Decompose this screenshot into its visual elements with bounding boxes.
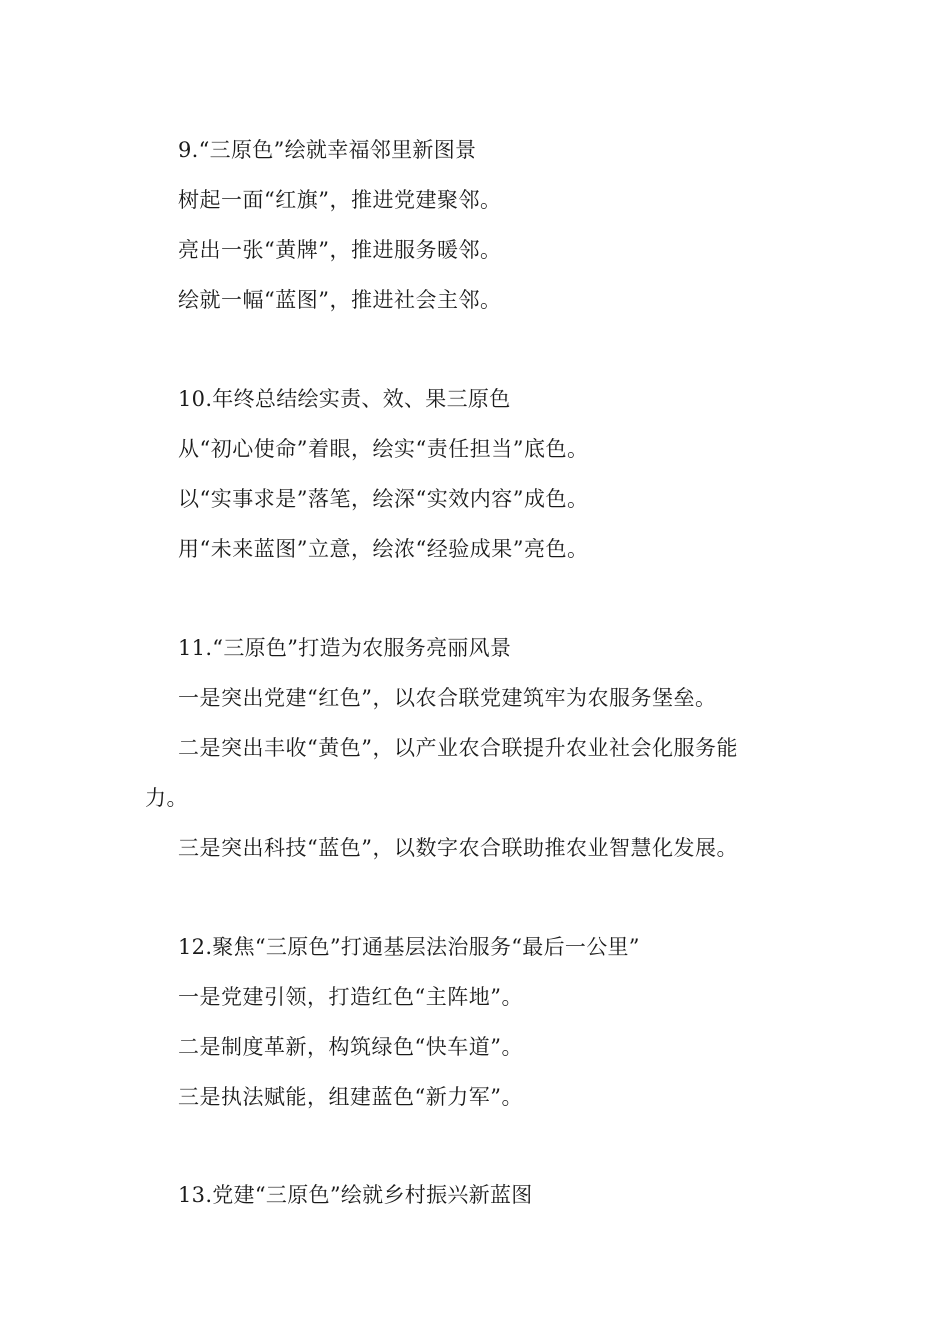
section-line: 一是党建引领，打造红色“主阵地”。 (178, 985, 523, 1009)
section-heading: 12.聚焦“三原色”打通基层法治服务“最后一公里” (178, 935, 640, 959)
section-line: 用“未来蓝图”立意，绘浓“经验成果”亮色。 (178, 537, 589, 561)
section-line: 亮出一张“黄牌”，推进服务暖邻。 (178, 238, 502, 262)
section-line: 二是突出丰收“黄色”，以产业农合联提升农业社会化服务能 (178, 736, 738, 760)
section-line: 三是执法赋能，组建蓝色“新力军”。 (178, 1085, 523, 1109)
section-heading: 9.“三原色”绘就幸福邻里新图景 (178, 138, 477, 162)
section-line-continuation: 力。 (145, 786, 188, 810)
section-line: 树起一面“红旗”，推进党建聚邻。 (178, 188, 502, 212)
section-line: 二是制度革新，构筑绿色“快车道”。 (178, 1035, 523, 1059)
section-line: 以“实事求是”落笔，绘深“实效内容”成色。 (178, 487, 589, 511)
section-line: 绘就一幅“蓝图”，推进社会主邻。 (178, 288, 502, 312)
section-heading: 10.年终总结绘实责、效、果三原色 (178, 387, 511, 411)
section-line: 一是突出党建“红色”，以农合联党建筑牢为农服务堡垒。 (178, 686, 717, 710)
section-heading: 11.“三原色”打造为农服务亮丽风景 (178, 636, 512, 660)
section-heading: 13.党建“三原色”绘就乡村振兴新蓝图 (178, 1183, 533, 1207)
section-line: 三是突出科技“蓝色”，以数字农合联助推农业智慧化发展。 (178, 836, 738, 860)
section-line: 从“初心使命”着眼，绘实“责任担当”底色。 (178, 437, 589, 461)
